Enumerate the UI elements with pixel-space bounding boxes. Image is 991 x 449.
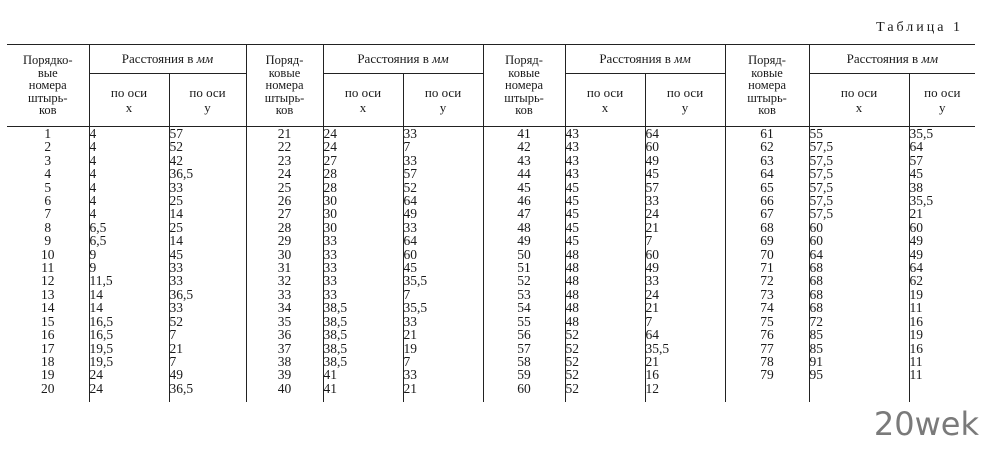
table-cell: 24 bbox=[323, 126, 338, 141]
column-x bbox=[565, 127, 645, 403]
table-cell: 59 bbox=[517, 367, 531, 383]
header-group-3 bbox=[565, 45, 725, 74]
table-cell: 4 bbox=[89, 152, 97, 168]
table-cell: 6,5 bbox=[89, 233, 107, 249]
table-cell: 57 bbox=[645, 179, 660, 195]
table-cell: 17 bbox=[41, 340, 55, 356]
header-index-4 bbox=[725, 45, 809, 127]
table-cell: 48 bbox=[565, 273, 580, 289]
table-cell: 21 bbox=[277, 126, 292, 141]
table-cell: 49 bbox=[909, 246, 924, 262]
table-cell: 4 bbox=[89, 206, 97, 222]
table-cell: 62 bbox=[909, 273, 924, 289]
table-cell: 19 bbox=[909, 286, 924, 302]
table-cell: 21 bbox=[645, 219, 660, 235]
table-cell: 30 bbox=[323, 206, 338, 222]
table-cell: 14 bbox=[89, 286, 103, 302]
table-cell: 52 bbox=[565, 367, 580, 383]
table-cell: 60 bbox=[909, 219, 924, 235]
axis-x-label: по оси x bbox=[586, 85, 624, 115]
table-cell: 24 bbox=[89, 380, 103, 396]
table-cell: 14 bbox=[169, 233, 183, 249]
table-cell: 18 bbox=[41, 353, 55, 369]
table-cell: 26 bbox=[277, 193, 292, 209]
table-cell: 57,5 bbox=[809, 166, 834, 182]
table-cell: 4 bbox=[89, 193, 97, 209]
table-cell: 72 bbox=[809, 313, 824, 329]
table-cell: 63 bbox=[760, 152, 774, 168]
table-caption: Таблица 1 bbox=[876, 20, 963, 35]
table-cell: 21 bbox=[645, 300, 660, 316]
column-y bbox=[645, 127, 725, 403]
table-cell: 85 bbox=[809, 327, 824, 343]
table-cell: 1 bbox=[44, 126, 52, 141]
table-cell: 48 bbox=[517, 219, 531, 235]
table-cell: 85 bbox=[809, 340, 824, 356]
table-cell: 22 bbox=[277, 139, 292, 155]
table-cell: 14 bbox=[89, 300, 103, 316]
axis-y-label: по оси y bbox=[924, 85, 961, 115]
table-cell: 36 bbox=[277, 327, 292, 343]
table-cell: 24 bbox=[323, 139, 338, 155]
table-cell: 16 bbox=[909, 313, 924, 329]
table-cell: 50 bbox=[517, 246, 531, 262]
header-axis-y-1 bbox=[169, 74, 246, 127]
group-label-text: Расстояния в bbox=[357, 51, 433, 66]
table-cell: 7 bbox=[645, 233, 653, 249]
axis-x-label: по оси x bbox=[840, 85, 878, 115]
table-cell: 14 bbox=[41, 300, 55, 316]
table-cell: 52 bbox=[169, 139, 183, 155]
table-cell: 77 bbox=[760, 340, 774, 356]
table-cell: 45 bbox=[565, 233, 580, 249]
table-cell: 4 bbox=[89, 179, 97, 195]
table-cell: 61 bbox=[760, 126, 774, 141]
header-axis-x-3 bbox=[565, 74, 645, 127]
table-cell: 43 bbox=[565, 126, 580, 141]
table-cell: 38,5 bbox=[323, 327, 348, 343]
table-cell: 20 bbox=[41, 380, 55, 396]
column-y bbox=[169, 127, 246, 403]
table-cell: 35,5 bbox=[909, 193, 934, 209]
column-y bbox=[909, 127, 975, 403]
table-cell: 33 bbox=[169, 300, 183, 316]
table-cell: 7 bbox=[403, 353, 411, 369]
table-cell: 43 bbox=[517, 152, 531, 168]
table-cell: 39 bbox=[277, 367, 292, 383]
table-cell: 66 bbox=[760, 193, 774, 209]
table-cell: 44 bbox=[517, 166, 531, 182]
table-cell: 70 bbox=[760, 246, 774, 262]
table-cell: 14 bbox=[169, 206, 183, 222]
table-cell: 38 bbox=[909, 179, 924, 195]
table-cell: 19 bbox=[403, 340, 418, 356]
table-cell: 51 bbox=[517, 260, 531, 276]
table-cell: 57,5 bbox=[809, 139, 834, 155]
header-axis-x-2 bbox=[323, 74, 403, 127]
data-table bbox=[7, 44, 975, 402]
table-cell: 12 bbox=[645, 380, 660, 396]
table-cell: 55 bbox=[517, 313, 531, 329]
table-cell: 25 bbox=[169, 219, 183, 235]
table-cell: 52 bbox=[565, 353, 580, 369]
table-cell: 60 bbox=[517, 380, 531, 396]
table-cell: 33 bbox=[403, 219, 418, 235]
table-cell: 45 bbox=[565, 193, 580, 209]
column-x bbox=[323, 127, 403, 403]
table-cell: 48 bbox=[565, 313, 580, 329]
table-cell: 42 bbox=[169, 152, 183, 168]
table-cell: 16 bbox=[645, 367, 660, 383]
table-cell: 49 bbox=[909, 233, 924, 249]
table-cell: 21 bbox=[403, 380, 418, 396]
header-axis-y-3 bbox=[645, 74, 725, 127]
table-cell: 60 bbox=[809, 233, 824, 249]
table-cell: 48 bbox=[565, 260, 580, 276]
column-index bbox=[7, 127, 89, 403]
table-cell: 41 bbox=[517, 126, 531, 141]
header-index-label: Поряд- ковые номера штырь- ков bbox=[747, 53, 787, 118]
table-cell: 60 bbox=[645, 246, 660, 262]
table-cell: 33 bbox=[403, 152, 418, 168]
table-cell: 58 bbox=[517, 353, 531, 369]
table-cell: 24 bbox=[645, 286, 660, 302]
table-cell: 11,5 bbox=[89, 273, 113, 289]
table-cell: 10 bbox=[41, 246, 55, 262]
table-cell: 76 bbox=[760, 327, 774, 343]
table-cell: 33 bbox=[403, 126, 418, 141]
table-cell: 11 bbox=[41, 260, 55, 276]
table-cell: 52 bbox=[169, 313, 183, 329]
table-cell: 36,5 bbox=[169, 166, 194, 182]
table-cell: 64 bbox=[645, 327, 660, 343]
table-cell: 33 bbox=[645, 193, 660, 209]
table-cell: 25 bbox=[277, 179, 292, 195]
group-label-text: Расстояния в bbox=[846, 51, 922, 66]
header-axis-x-1 bbox=[89, 74, 169, 127]
table-cell: 78 bbox=[760, 353, 774, 369]
table-cell: 28 bbox=[277, 219, 292, 235]
table-cell: 64 bbox=[760, 166, 774, 182]
header-group-4 bbox=[809, 45, 975, 74]
table-cell: 75 bbox=[760, 313, 774, 329]
table-cell: 7 bbox=[169, 327, 177, 343]
table-cell: 24 bbox=[277, 166, 292, 182]
table-cell: 4 bbox=[89, 139, 97, 155]
table-cell: 60 bbox=[645, 139, 660, 155]
table-cell: 7 bbox=[44, 206, 52, 222]
table-cell: 13 bbox=[41, 286, 55, 302]
table-cell: 33 bbox=[323, 233, 338, 249]
table-cell: 16 bbox=[41, 327, 55, 343]
table-cell: 64 bbox=[809, 246, 824, 262]
table-cell: 55 bbox=[809, 126, 824, 141]
table-cell: 45 bbox=[645, 166, 660, 182]
table-cell: 40 bbox=[277, 380, 292, 396]
table-cell: 11 bbox=[909, 367, 923, 383]
table-cell: 48 bbox=[565, 286, 580, 302]
table-cell: 33 bbox=[169, 273, 183, 289]
table-cell: 19,5 bbox=[89, 353, 114, 369]
table-cell: 68 bbox=[809, 286, 824, 302]
table-cell: 45 bbox=[565, 219, 580, 235]
table-cell: 15 bbox=[41, 313, 55, 329]
table-cell: 11 bbox=[909, 353, 923, 369]
table-cell: 33 bbox=[323, 260, 338, 276]
table-cell: 41 bbox=[323, 367, 338, 383]
table-cell: 49 bbox=[169, 367, 183, 383]
table-cell: 68 bbox=[809, 273, 824, 289]
table-cell: 27 bbox=[323, 152, 338, 168]
header-index-label: Порядко- вые номера штырь- ков bbox=[23, 53, 73, 118]
table-cell: 35 bbox=[277, 313, 292, 329]
table-cell: 33 bbox=[169, 179, 183, 195]
table-cell: 33 bbox=[645, 273, 660, 289]
table-cell: 65 bbox=[760, 179, 774, 195]
table-cell: 52 bbox=[565, 380, 580, 396]
table-cell: 29 bbox=[277, 233, 292, 249]
table-cell: 45 bbox=[169, 246, 183, 262]
table-cell: 48 bbox=[565, 300, 580, 316]
table-cell: 49 bbox=[517, 233, 531, 249]
table-cell: 53 bbox=[517, 286, 531, 302]
group-label-unit: мм bbox=[432, 51, 449, 66]
table-cell: 9 bbox=[89, 246, 97, 262]
table-cell: 23 bbox=[277, 152, 292, 168]
table-cell: 57,5 bbox=[809, 206, 834, 222]
table-cell: 21 bbox=[403, 327, 418, 343]
table-cell: 38,5 bbox=[323, 353, 348, 369]
table-cell: 57 bbox=[403, 166, 418, 182]
table-cell: 95 bbox=[809, 367, 824, 383]
table-cell: 60 bbox=[809, 219, 824, 235]
table-cell: 9 bbox=[44, 233, 52, 249]
table-cell: 68 bbox=[760, 219, 774, 235]
table-cell: 33 bbox=[403, 313, 418, 329]
watermark: 20wek bbox=[873, 405, 979, 443]
header-axis-y-4 bbox=[909, 74, 975, 127]
table-cell: 57 bbox=[517, 340, 531, 356]
table-cell: 33 bbox=[323, 246, 338, 262]
table-cell: 45 bbox=[565, 179, 580, 195]
table-cell: 64 bbox=[645, 126, 660, 141]
column-y bbox=[403, 127, 483, 403]
table-cell: 64 bbox=[909, 139, 924, 155]
table-cell: 45 bbox=[909, 166, 924, 182]
table-cell: 43 bbox=[565, 152, 580, 168]
table-cell: 57 bbox=[909, 152, 924, 168]
table-cell: 16,5 bbox=[89, 313, 114, 329]
table-cell: 54 bbox=[517, 300, 531, 316]
group-label-text: Расстояния в bbox=[121, 51, 197, 66]
table-cell: 57 bbox=[169, 126, 183, 141]
table-cell: 35,5 bbox=[403, 273, 428, 289]
table-cell: 64 bbox=[403, 193, 418, 209]
header-axis-x-4 bbox=[809, 74, 909, 127]
table-cell: 64 bbox=[403, 233, 418, 249]
table-cell: 34 bbox=[277, 300, 292, 316]
table-cell: 9 bbox=[89, 260, 97, 276]
table-cell: 52 bbox=[565, 340, 580, 356]
table-cell: 25 bbox=[169, 193, 183, 209]
header-group-2 bbox=[323, 45, 483, 74]
table-cell: 91 bbox=[809, 353, 824, 369]
header-index-label: Поряд- ковые номера штырь- ков bbox=[504, 53, 544, 118]
table-cell: 30 bbox=[323, 193, 338, 209]
table-cell: 4 bbox=[44, 166, 52, 182]
table-cell: 68 bbox=[809, 260, 824, 276]
axis-y-label: по оси y bbox=[189, 85, 226, 115]
table-cell: 49 bbox=[645, 260, 660, 276]
axis-x-label: по оси x bbox=[110, 85, 148, 115]
table-cell: 7 bbox=[169, 353, 177, 369]
axis-y-label: по оси y bbox=[666, 85, 704, 115]
table-cell: 16 bbox=[909, 340, 924, 356]
header-group-1 bbox=[89, 45, 246, 74]
table-cell: 52 bbox=[517, 273, 531, 289]
table-cell: 35,5 bbox=[645, 340, 670, 356]
table-cell: 30 bbox=[277, 246, 292, 262]
table-cell: 49 bbox=[645, 152, 660, 168]
table-cell: 43 bbox=[565, 139, 580, 155]
table-cell: 6,5 bbox=[89, 219, 107, 235]
table-cell: 42 bbox=[517, 139, 531, 155]
table-cell: 16,5 bbox=[89, 327, 114, 343]
table-cell: 41 bbox=[323, 380, 338, 396]
table-cell: 31 bbox=[277, 260, 292, 276]
table-cell: 24 bbox=[89, 367, 103, 383]
table-cell: 27 bbox=[277, 206, 292, 222]
table-cell: 47 bbox=[517, 206, 531, 222]
table-cell: 36,5 bbox=[169, 380, 194, 396]
column-index bbox=[246, 127, 323, 403]
header-axis-y-2 bbox=[403, 74, 483, 127]
table-cell: 7 bbox=[403, 286, 411, 302]
table-cell: 57,5 bbox=[809, 179, 834, 195]
axis-x-label: по оси x bbox=[344, 85, 382, 115]
table-cell: 52 bbox=[565, 327, 580, 343]
table-cell: 21 bbox=[909, 206, 924, 222]
table-cell: 6 bbox=[44, 193, 52, 209]
table-cell: 5 bbox=[44, 179, 52, 195]
table-cell: 7 bbox=[403, 139, 411, 155]
group-label-unit: мм bbox=[921, 51, 939, 66]
header-index-3 bbox=[483, 45, 565, 127]
table-cell: 49 bbox=[403, 206, 418, 222]
table-cell: 21 bbox=[645, 353, 660, 369]
table-cell: 2 bbox=[44, 139, 52, 155]
table-cell: 19 bbox=[909, 327, 924, 343]
table-cell: 52 bbox=[403, 179, 418, 195]
axis-y-label: по оси y bbox=[424, 85, 462, 115]
table-cell: 33 bbox=[323, 273, 338, 289]
table-cell: 7 bbox=[645, 313, 653, 329]
header-index-2 bbox=[246, 45, 323, 127]
table-cell: 3 bbox=[44, 152, 52, 168]
table-cell: 21 bbox=[169, 340, 183, 356]
table-cell: 60 bbox=[403, 246, 418, 262]
table-cell: 28 bbox=[323, 179, 338, 195]
table-cell: 71 bbox=[760, 260, 774, 276]
table-cell: 19,5 bbox=[89, 340, 114, 356]
column-index bbox=[725, 127, 809, 403]
table-cell: 79 bbox=[760, 367, 774, 383]
table-cell: 28 bbox=[323, 166, 338, 182]
table-cell: 33 bbox=[169, 260, 183, 276]
table-cell: 33 bbox=[403, 367, 418, 383]
table-cell: 33 bbox=[277, 286, 292, 302]
column-index bbox=[483, 127, 565, 403]
table-cell: 35,5 bbox=[909, 126, 934, 141]
table-cell: 32 bbox=[277, 273, 292, 289]
table-cell: 45 bbox=[565, 206, 580, 222]
table-cell: 72 bbox=[760, 273, 774, 289]
table-cell: 38,5 bbox=[323, 313, 348, 329]
table-cell: 56 bbox=[517, 327, 531, 343]
table-cell: 38,5 bbox=[323, 340, 348, 356]
table-cell: 43 bbox=[565, 166, 580, 182]
table-cell: 37 bbox=[277, 340, 292, 356]
table-cell: 24 bbox=[645, 206, 660, 222]
column-x bbox=[89, 127, 169, 403]
table-cell: 62 bbox=[760, 139, 774, 155]
table-cell: 12 bbox=[41, 273, 55, 289]
table-cell: 36,5 bbox=[169, 286, 194, 302]
table-cell: 35,5 bbox=[403, 300, 428, 316]
table-body-row bbox=[7, 127, 975, 403]
table-cell: 30 bbox=[323, 219, 338, 235]
table-cell: 11 bbox=[909, 300, 923, 316]
table-cell: 64 bbox=[909, 260, 924, 276]
table-cell: 57,5 bbox=[809, 152, 834, 168]
table-cell: 8 bbox=[44, 219, 52, 235]
group-label-unit: мм bbox=[674, 51, 691, 66]
table-cell: 33 bbox=[323, 286, 338, 302]
group-label-unit: мм bbox=[196, 51, 214, 66]
table-cell: 19 bbox=[41, 367, 55, 383]
table-cell: 57,5 bbox=[809, 193, 834, 209]
header-row-1 bbox=[7, 45, 975, 74]
table-cell: 4 bbox=[89, 166, 97, 182]
group-label-text: Расстояния в bbox=[599, 51, 675, 66]
table-cell: 67 bbox=[760, 206, 774, 222]
header-index-label: Поряд- ковые номера штырь- ков bbox=[264, 53, 305, 118]
header-index-1 bbox=[7, 45, 89, 127]
table-cell: 4 bbox=[89, 126, 97, 141]
table-cell: 48 bbox=[565, 246, 580, 262]
table-cell: 45 bbox=[403, 260, 418, 276]
table-cell: 46 bbox=[517, 193, 531, 209]
table-cell: 74 bbox=[760, 300, 774, 316]
table-cell: 38 bbox=[277, 353, 292, 369]
column-x bbox=[809, 127, 909, 403]
table-cell: 69 bbox=[760, 233, 774, 249]
table-cell: 73 bbox=[760, 286, 774, 302]
table-cell: 68 bbox=[809, 300, 824, 316]
table-cell: 45 bbox=[517, 179, 531, 195]
table-cell: 38,5 bbox=[323, 300, 348, 316]
